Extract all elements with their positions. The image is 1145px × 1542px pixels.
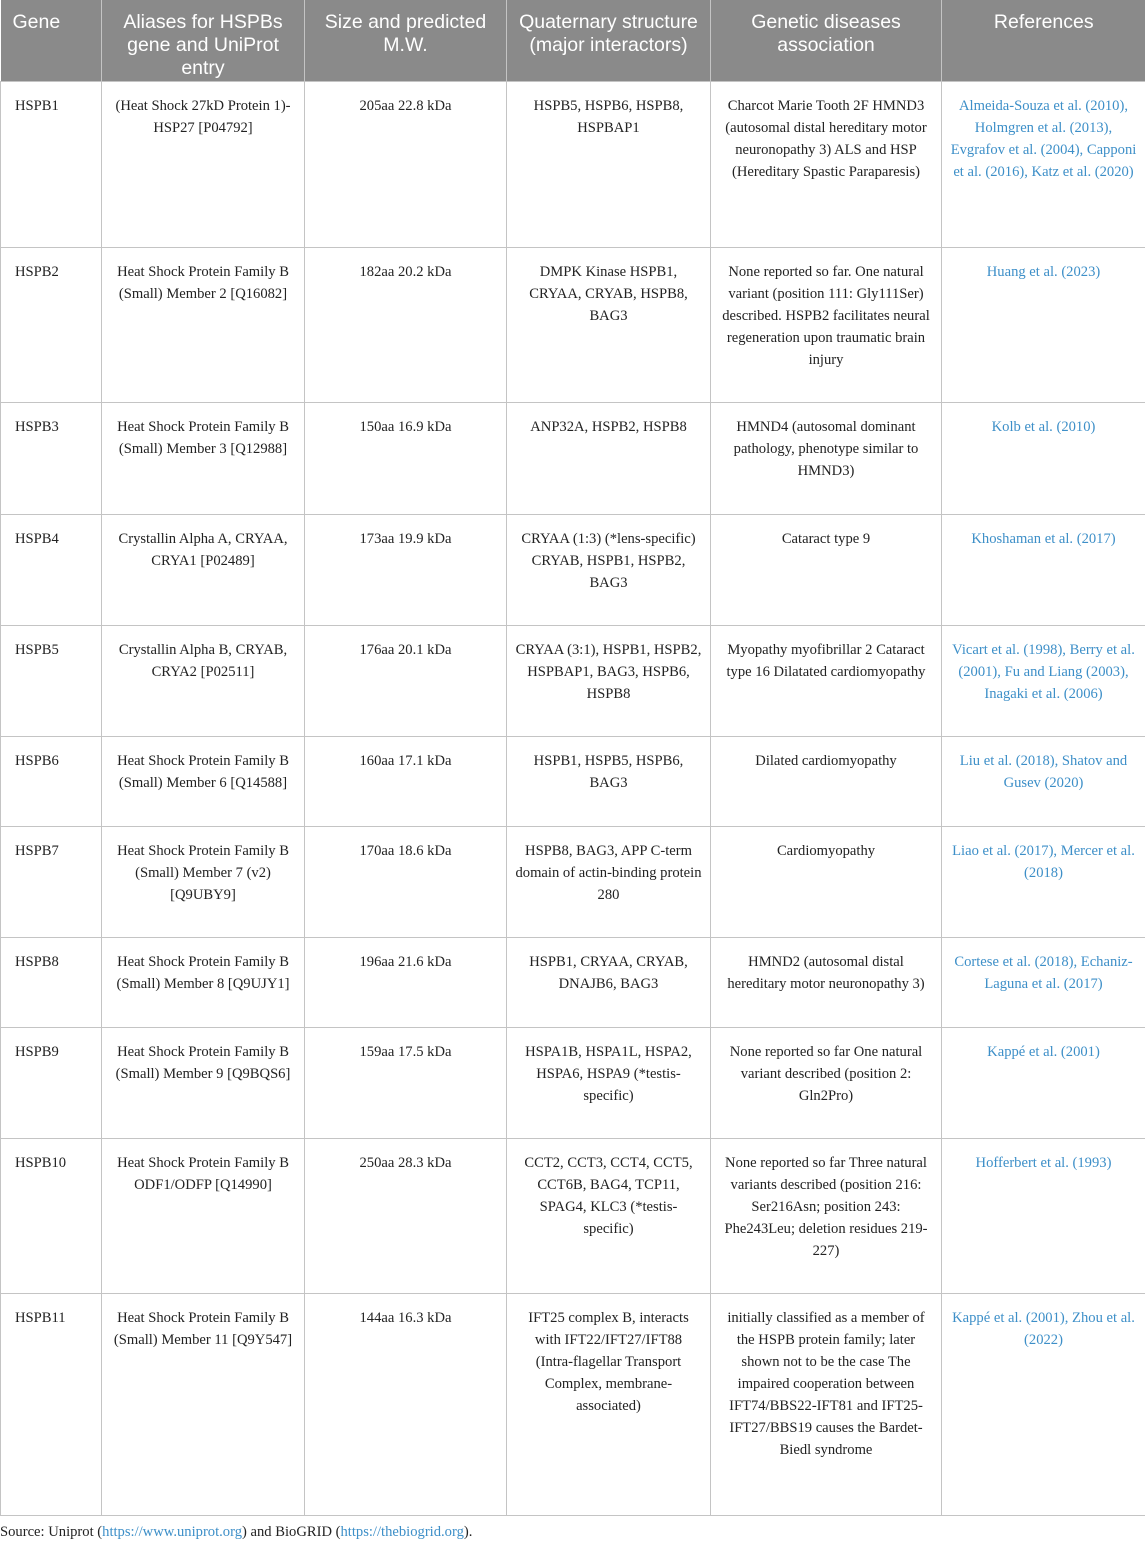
aliases-cell: Heat Shock Protein Family B (Small) Member 8 [Q9UJY1] — [102, 937, 305, 1027]
footnote-middle: ) and BioGRID ( — [242, 1524, 341, 1540]
table-row — [1, 247, 1145, 402]
references-cell[interactable]: Kappé et al. (2001) — [942, 1027, 1145, 1138]
source-footnote — [0, 1523, 472, 1541]
references-cell[interactable]: Liu et al. (2018), Shatov and Gusev (2020) — [942, 736, 1145, 826]
references-cell[interactable]: Kolb et al. (2010) — [942, 402, 1145, 514]
footnote-end: ). — [463, 1524, 473, 1540]
aliases-cell: Heat Shock Protein Family B (Small) Member 9 [Q9BQS6] — [102, 1027, 305, 1138]
header-gene: Gene — [1, 0, 102, 81]
aliases-cell: Heat Shock Protein Family B (Small) Member 11 [Q9Y547] — [102, 1293, 305, 1515]
diseases-cell: None reported so far Three natural variants described (position 216: Ser216Asn; position 243: Phe243Leu; deletion residues 219-227) — [711, 1138, 942, 1293]
table-row — [1, 402, 1145, 514]
diseases-cell: Cataract type 9 — [711, 514, 942, 625]
interactors-cell: HSPB1, HSPB5, HSPB6, BAG3 — [507, 736, 711, 826]
table-row — [1, 1027, 1145, 1138]
header-genetic-diseases: Genetic diseases association — [711, 0, 942, 81]
aliases-cell: Heat Shock Protein Family B (Small) Member 2 [Q16082] — [102, 247, 305, 402]
size-cell: 150aa 16.9 kDa — [305, 402, 507, 514]
size-cell: 196aa 21.6 kDa — [305, 937, 507, 1027]
diseases-cell: Myopathy myofibrillar 2 Cataract type 16 Dilatated cardiomyopathy — [711, 625, 942, 736]
header-size: Size and predicted M.W. — [305, 0, 507, 81]
gene-cell: HSPB4 — [1, 514, 102, 625]
gene-cell: HSPB6 — [1, 736, 102, 826]
references-cell[interactable]: Kappé et al. (2001), Zhou et al. (2022) — [942, 1293, 1145, 1515]
interactors-cell: HSPA1B, HSPA1L, HSPA2, HSPA6, HSPA9 (*testis-specific) — [507, 1027, 711, 1138]
table-row — [1, 937, 1145, 1027]
references-cell[interactable]: Almeida-Souza et al. (2010), Holmgren et al. (2013), Evgrafov et al. (2004), Capponi et al. (2016), Katz et al. (2020) — [942, 81, 1145, 247]
interactors-cell: CRYAA (3:1), HSPB1, HSPB2, HSPBAP1, BAG3, HSPB6, HSPB8 — [507, 625, 711, 736]
size-cell: 173aa 19.9 kDa — [305, 514, 507, 625]
diseases-cell: None reported so far One natural variant described (position 2: Gln2Pro) — [711, 1027, 942, 1138]
table-row — [1, 826, 1145, 937]
gene-cell: HSPB7 — [1, 826, 102, 937]
interactors-cell: DMPK Kinase HSPB1, CRYAA, CRYAB, HSPB8, BAG3 — [507, 247, 711, 402]
references-cell[interactable]: Khoshaman et al. (2017) — [942, 514, 1145, 625]
size-cell: 159aa 17.5 kDa — [305, 1027, 507, 1138]
table-body — [1, 81, 1145, 1515]
references-cell[interactable]: Vicart et al. (1998), Berry et al. (2001), Fu and Liang (2003), Inagaki et al. (2006) — [942, 625, 1145, 736]
header-aliases: Aliases for HSPBs gene and UniProt entry — [102, 0, 305, 81]
footnote-source-label: Source: Uniprot ( — [0, 1524, 103, 1540]
gene-cell: HSPB11 — [1, 1293, 102, 1515]
table-row — [1, 736, 1145, 826]
aliases-cell: Heat Shock Protein Family B (Small) Member 6 [Q14588] — [102, 736, 305, 826]
gene-cell: HSPB10 — [1, 1138, 102, 1293]
table-row — [1, 81, 1145, 247]
table-row — [1, 625, 1145, 736]
biogrid-link[interactable]: https://thebiogrid.org — [340, 1524, 464, 1540]
references-cell[interactable]: Liao et al. (2017), Mercer et al. (2018) — [942, 826, 1145, 937]
table-header-row — [1, 0, 1145, 81]
references-cell[interactable]: Huang et al. (2023) — [942, 247, 1145, 402]
table-row — [1, 514, 1145, 625]
interactors-cell: HSPB5, HSPB6, HSPB8, HSPBAP1 — [507, 81, 711, 247]
diseases-cell: HMND4 (autosomal dominant pathology, phenotype similar to HMND3) — [711, 402, 942, 514]
aliases-cell: (Heat Shock 27kD Protein 1)-HSP27 [P04792] — [102, 81, 305, 247]
diseases-cell: initially classified as a member of the HSPB protein family; later shown not to be the case The impaired cooperation between IFT74/BBS22-IFT81 and IFT25-IFT27/BBS19 causes the Bardet-Biedl syndrome — [711, 1293, 942, 1515]
gene-cell: HSPB9 — [1, 1027, 102, 1138]
interactors-cell: IFT25 complex B, interacts with IFT22/IFT27/IFT88 (Intra-flagellar Transport Complex, membrane-associated) — [507, 1293, 711, 1515]
gene-cell: HSPB2 — [1, 247, 102, 402]
gene-cell: HSPB1 — [1, 81, 102, 247]
diseases-cell: Cardiomyopathy — [711, 826, 942, 937]
aliases-cell: Crystallin Alpha A, CRYAA, CRYA1 [P02489] — [102, 514, 305, 625]
aliases-cell: Heat Shock Protein Family B (Small) Member 3 [Q12988] — [102, 402, 305, 514]
diseases-cell: HMND2 (autosomal distal hereditary motor neuronopathy 3) — [711, 937, 942, 1027]
size-cell: 182aa 20.2 kDa — [305, 247, 507, 402]
diseases-cell: Dilated cardiomyopathy — [711, 736, 942, 826]
interactors-cell: CRYAA (1:3) (*lens-specific) CRYAB, HSPB1, HSPB2, BAG3 — [507, 514, 711, 625]
size-cell: 144aa 16.3 kDa — [305, 1293, 507, 1515]
size-cell: 160aa 17.1 kDa — [305, 736, 507, 826]
interactors-cell: CCT2, CCT3, CCT4, CCT5, CCT6B, BAG4, TCP11, SPAG4, KLC3 (*testis-specific) — [507, 1138, 711, 1293]
size-cell: 176aa 20.1 kDa — [305, 625, 507, 736]
gene-cell: HSPB5 — [1, 625, 102, 736]
table-row — [1, 1293, 1145, 1515]
gene-cell: HSPB8 — [1, 937, 102, 1027]
gene-cell: HSPB3 — [1, 402, 102, 514]
aliases-cell: Crystallin Alpha B, CRYAB, CRYA2 [P02511] — [102, 625, 305, 736]
header-references: References — [942, 0, 1145, 81]
table-row — [1, 1138, 1145, 1293]
size-cell: 250aa 28.3 kDa — [305, 1138, 507, 1293]
interactors-cell: ANP32A, HSPB2, HSPB8 — [507, 402, 711, 514]
references-cell[interactable]: Hofferbert et al. (1993) — [942, 1138, 1145, 1293]
header-quaternary-structure: Quaternary structure (major interactors) — [507, 0, 711, 81]
diseases-cell: Charcot Marie Tooth 2F HMND3 (autosomal distal hereditary motor neuronopathy 3) ALS and HSP (Hereditary Spastic Paraparesis) — [711, 81, 942, 247]
uniprot-link[interactable]: https://www.uniprot.org — [102, 1524, 242, 1540]
aliases-cell: Heat Shock Protein Family B ODF1/ODFP [Q14990] — [102, 1138, 305, 1293]
aliases-cell: Heat Shock Protein Family B (Small) Member 7 (v2) [Q9UBY9] — [102, 826, 305, 937]
size-cell: 205aa 22.8 kDa — [305, 81, 507, 247]
interactors-cell: HSPB8, BAG3, APP C-term domain of actin-binding protein 280 — [507, 826, 711, 937]
size-cell: 170aa 18.6 kDa — [305, 826, 507, 937]
interactors-cell: HSPB1, CRYAA, CRYAB, DNAJB6, BAG3 — [507, 937, 711, 1027]
references-cell[interactable]: Cortese et al. (2018), Echaniz-Laguna et al. (2017) — [942, 937, 1145, 1027]
diseases-cell: None reported so far. One natural variant (position 111: Gly111Ser) described. HSPB2 facilitates neural regeneration upon traumatic brain injury — [711, 247, 942, 402]
